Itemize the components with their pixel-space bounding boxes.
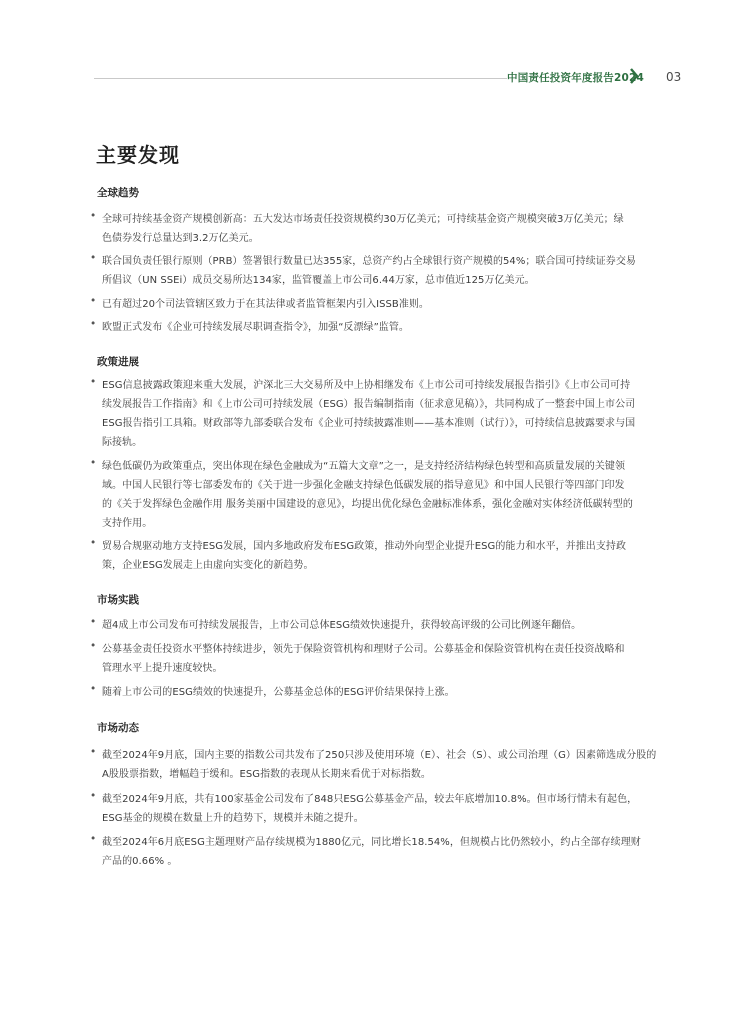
bullet-icon: • — [90, 210, 97, 222]
item-line: 超4成上市公司发布可持续发展报告，上市公司总体ESG绩效快速提升，获得较高评级的公司比例逐年翻倍。 — [102, 620, 582, 631]
item-line: ESG报告指引工具箱。财政部等九部委联合发布《企业可持续披露准则——基本准则（试行）》，可持续信息披露要求与国 — [102, 418, 636, 429]
item-line: 截至2024年9月底，国内主要的指数公司共发布了250只涉及使用环境（E）、社会（S）、或公司治理（G）因素筛选成分股的 — [102, 750, 657, 761]
item-line: 色债券发行总量达到3.2万亿美元。 — [102, 233, 259, 244]
bullet-icon: • — [90, 537, 97, 549]
item-line: 所倡议（UN SSEi）成员交易所达134家，监管覆盖上市公司6.44万家，总市值近125万亿美元。 — [102, 275, 535, 286]
item-line: ESG基金的规模在数量上升的趋势下，规模并未随之提升。 — [102, 813, 364, 824]
bullet-icon: • — [90, 683, 97, 695]
bullet-icon: • — [90, 790, 97, 802]
item-line: 贸易合规驱动地方支持ESG发展，国内多地政府发布ESG政策，推动外向型企业提升ESG的能力和水平，并推出支持政 — [102, 541, 626, 552]
item-line: 续发展报告工作指南》和《上市公司可持续发展（ESG）报告编制指南（征求意见稿）》，共同构成了一整套中国上市公司 — [102, 399, 636, 410]
section-heading: 市场动态 — [97, 722, 139, 734]
chevron-right-icon — [630, 68, 638, 84]
item-line: 策，企业ESG发展走上由虚向实变化的新趋势。 — [102, 560, 314, 571]
bullet-icon: • — [90, 376, 97, 388]
item-line: 管理水平上提升速度较快。 — [102, 663, 223, 674]
section-heading: 政策进展 — [97, 356, 139, 368]
item-line: 支持作用。 — [102, 518, 153, 529]
item-line: 截至2024年6月底ESG主题理财产品存续规模为1880亿元，同比增长18.54%，但规模占比仍然较小，约占全部存续理财 — [102, 837, 641, 848]
item-line: 绿色低碳仍为政策重点，突出体现在绿色金融成为“五篇大文章”之一，是支持经济结构绿色转型和高质量发展的关键领 — [102, 461, 626, 472]
item-line: 全球可持续基金资产规模创新高：五大发达市场责任投资规模约30万亿美元；可持续基金资产规模突破3万亿美元；绿 — [102, 214, 624, 225]
bullet-icon: • — [90, 318, 97, 330]
item-line: 产品的0.66% 。 — [102, 856, 178, 867]
item-line: 的《关于发挥绿色金融作用 服务美丽中国建设的意见》，均提出优化绿色金融标准体系，强化金融对实体经济低碳转型的 — [102, 499, 633, 510]
page-title: 主要发现 — [96, 143, 180, 167]
bullet-icon: • — [90, 252, 97, 264]
item-line: 公募基金责任投资水平整体持续进步，领先于保险资管机构和理财子公司。公募基金和保险资管机构在责任投资战略和 — [102, 644, 625, 655]
item-line: A股股票指数，增幅趋于缓和。ESG指数的表现从长期来看优于对标指数。 — [102, 769, 431, 780]
item-line: 欧盟正式发布《企业可持续发展尽职调查指令》，加强“反漂绿”监管。 — [102, 322, 409, 333]
report-title: 中国责任投资年度报告2024 — [507, 72, 645, 84]
item-line: ESG信息披露政策迎来重大发展，沪深北三大交易所及中上协相继发布《上市公司可持续发展报告指引》《上市公司可持 — [102, 380, 631, 391]
section-heading: 市场实践 — [97, 594, 139, 606]
bullet-icon: • — [90, 457, 97, 469]
bullet-icon: • — [90, 295, 97, 307]
item-line: 联合国负责任银行原则（PRB）签署银行数量已达355家，总资产约占全球银行资产规模的54%；联合国可持续证券交易 — [102, 256, 636, 267]
bullet-icon: • — [90, 640, 97, 652]
item-line: 域。中国人民银行等七部委发布的《关于进一步强化金融支持绿色低碳发展的指导意见》和中国人民银行等四部门印发 — [102, 480, 625, 491]
item-line: 随着上市公司的ESG绩效的快速提升，公募基金总体的ESG评价结果保持上涨。 — [102, 687, 455, 698]
bullet-icon: • — [90, 616, 97, 628]
item-line: 截至2024年9月底，共有100家基金公司发布了848只ESG公募基金产品，较去年底增加10.8%。但市场行情未有起色， — [102, 794, 638, 805]
section-heading: 全球趋势 — [97, 187, 139, 199]
bullet-icon: • — [90, 833, 97, 845]
page-number: 03 — [666, 70, 682, 84]
bullet-icon: • — [90, 746, 97, 758]
item-line: 已有超过20个司法管辖区致力于在其法律或者监管框架内引入ISSB准则。 — [102, 299, 429, 310]
header-rule — [94, 78, 507, 79]
item-line: 际接轨。 — [102, 437, 143, 448]
